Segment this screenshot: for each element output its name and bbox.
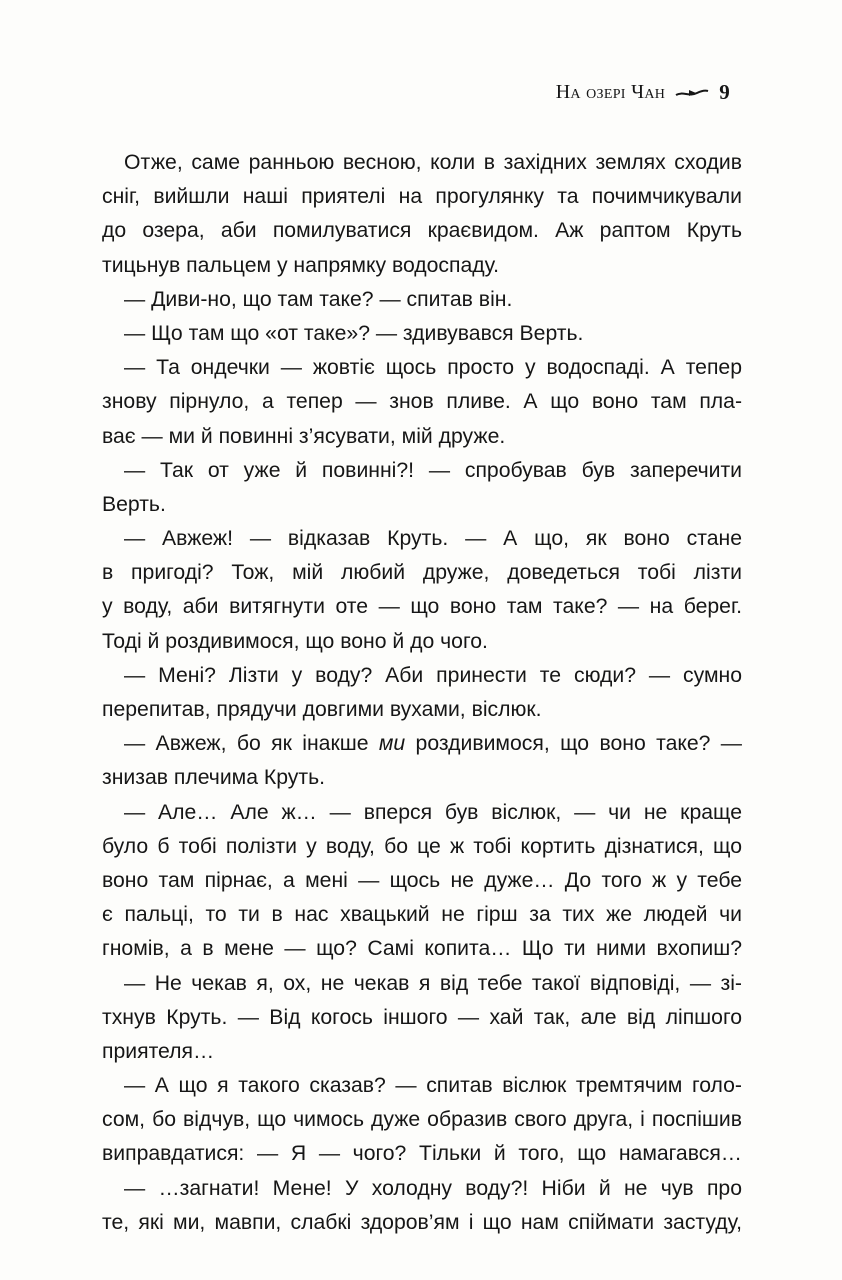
text-line: — Та ондечки — жовтіє щось просто у водоспаді. А тепер <box>124 356 742 380</box>
text-line: у воду, аби витягнути оте — що воно там таке? — на берег. <box>102 595 742 619</box>
text-line: — Але… Але ж… — вперся був віслюк, — чи не краще <box>124 800 742 824</box>
emphasis: ми <box>378 732 406 756</box>
text-line <box>102 727 742 761</box>
text-line: ває — ми й повинні з’ясувати, мій друже. <box>102 424 506 448</box>
running-head <box>556 80 730 105</box>
text-line: приятеля… <box>102 1039 215 1063</box>
text-line: Верть. <box>102 492 166 516</box>
text-line: — Що там що «от таке»? — здивувався Верть. <box>124 321 584 345</box>
text-line: виправдатися: — Я — чого? Тільки й того, що намагався… <box>102 1142 742 1166</box>
page-number: 9 <box>719 80 730 104</box>
text-line: — …загнати! Мене! У холодну воду?! Ніби й не чув про <box>124 1176 742 1200</box>
text-line: — Мені? Лізти у воду? Аби принести те сюди? — сумно <box>124 663 742 687</box>
text-segment: роздивимося, що воно таке? — <box>405 732 742 756</box>
text-line: є пальці, то ти в нас хвацький не гірш за тих же людей чи <box>102 903 742 927</box>
text-line: — Авжеж! — відказав Круть. — А що, як воно стане <box>124 527 742 551</box>
text-line: знизав плечима Круть. <box>102 766 326 790</box>
chapter-title: На озері Чан <box>555 81 666 103</box>
text-segment: — Авжеж, бо як інакше <box>124 732 379 756</box>
text-line: знову пірнуло, а тепер — знов пливе. А що воно там пла- <box>102 390 742 414</box>
text-line: — Так от уже й повинні?! — спробував був заперечити <box>124 458 742 482</box>
text-line: гномів, а в мене — що? Самі копита… Що ти ними вхопиш? <box>102 937 742 961</box>
text-line: — Не чекав я, ох, не чекав я від тебе такої відповіді, — зі- <box>124 971 742 995</box>
swash-ornament-icon <box>675 86 709 100</box>
text-line: Тоді й роздивимося, що воно й до чого. <box>102 629 488 653</box>
text-line: було б тобі полізти у воду, бо це ж тобі кортить дізнатися, що <box>102 834 742 858</box>
text-line: Отже, саме ранньою весною, коли в західних землях сходив <box>124 151 742 174</box>
body-text <box>102 146 742 1240</box>
text-line: в пригоді? Тож, мій любий друже, доведеться тобі лізти <box>102 561 742 585</box>
text-line: сніг, вийшли наші приятелі на прогулянку та почимчикували <box>102 185 742 209</box>
text-line: воно там пірнає, а мені — щось не дуже… До того ж у тебе <box>102 868 742 892</box>
text-line: перепитав, прядучи довгими вухами, віслюк. <box>102 698 542 721</box>
text-line: тицьнув пальцем у напрямку водоспаду. <box>102 253 500 277</box>
text-line: — А що я такого сказав? — спитав віслюк тремтячим голо- <box>124 1074 742 1098</box>
text-line: — Диви-но, що там таке? — спитав він. <box>124 287 513 311</box>
text-line: тхнув Круть. — Від когось іншого — хай так, але від ліпшого <box>102 1005 742 1029</box>
text-line: те, які ми, мавпи, слабкі здоров’ям і що нам спіймати застуду, <box>102 1210 742 1234</box>
text-line: сом, бо відчув, що чимось дуже образив свого друга, і поспішив <box>102 1108 742 1132</box>
text-line: до озера, аби помилуватися краєвидом. Аж раптом Круть <box>102 219 742 243</box>
